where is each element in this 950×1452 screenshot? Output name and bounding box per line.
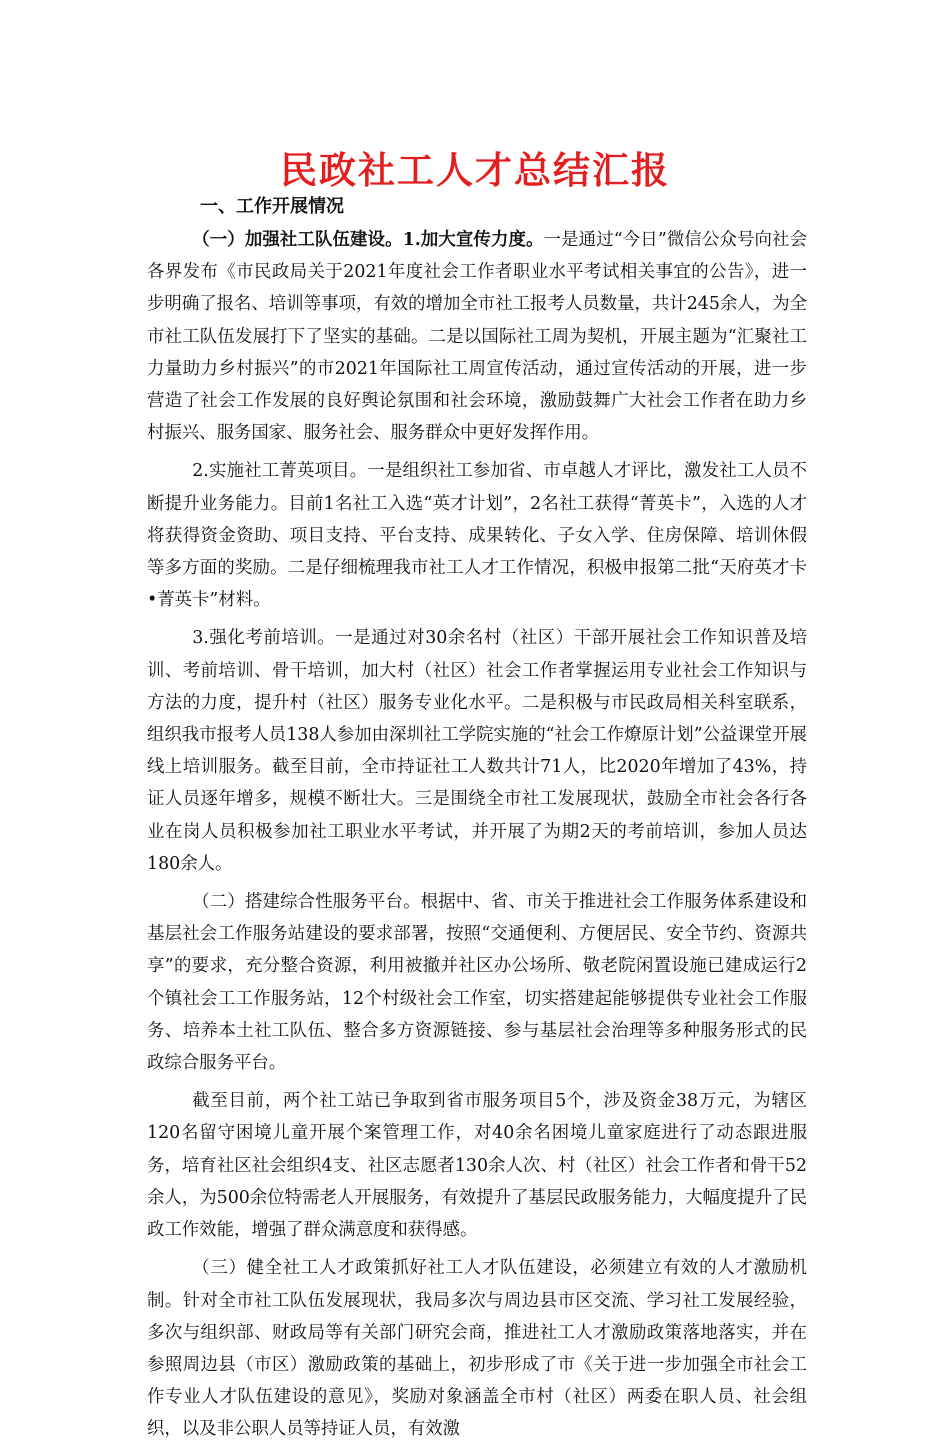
paragraph-lead: （一）加强社工队伍建设。1.加大宣传力度。 (192, 230, 544, 250)
document-body (147, 224, 807, 1452)
paragraph (147, 455, 807, 616)
paragraph (147, 224, 807, 449)
paragraph-text: 截至目前，两个社工站已争取到省市服务项目5个，涉及资金38万元，为辖区120名留守困境儿童开展个案管理工作，对40余名困境儿童家庭进行了动态跟进服务，培育社区社会组织4支、社区志愿者130余人次、村（社区）社会工作者和骨干52余人，为500余位特需老人开展服务，有效提升了基层民政服务能力，大幅度提升了民政工作效能，增强了群众满意度和获得感。 (147, 1091, 807, 1241)
paragraph-text: （二）搭建综合性服务平台。根据中、省、市关于推进社会工作服务体系建设和基层社会工作服务站建设的要求部署，按照“交通便利、方便居民、安全节约、资源共享”的要求，充分整合资源，利用被撤并社区办公场所、敬老院闲置设施已建成运行2个镇社会工工作服务站，12个村级社会工作室，切实搭建起能够提供专业社会工作服务、培养本土社工队伍、整合多方资源链接、参与基层社会治理等多种服务形式的民政综合服务平台。 (147, 892, 807, 1074)
section-heading: 一、工作开展情况 (200, 196, 344, 217)
paragraph-text: 2.实施社工菁英项目。一是组织社工参加省、市卓越人才评比，激发社工人员不断提升业务能力。目前1名社工入选“英才计划”，2名社工获得“菁英卡”，入选的人才将获得资金资助、项目支持、平台支持、成果转化、子女入学、住房保障、培训休假等多方面的奖励。二是仔细梳理我市社工人才工作情况，积极申报第二批“天府英才卡•菁英卡”材料。 (147, 461, 807, 611)
paragraph-text: 3.强化考前培训。一是通过对30余名村（社区）干部开展社会工作知识普及培训、考前培训、骨干培训，加大村（社区）社会工作者掌握运用专业社会工作知识与方法的力度，提升村（社区）服务专业化水平。二是积极与市民政局相关科室联系，组织我市报考人员138人参加由深圳社工学院实施的“社会工作燎原计划”公益课堂开展线上培训服务。截至目前，全市持证社工人数共计71人，比2020年增加了43%，持证人员逐年增多，规模不断壮大。三是围绕全市社工发展现状，鼓励全市社会各行各业在岗人员积极参加社工职业水平考试，并开展了为期2天的考前培训，参加人员达180余人。 (147, 628, 807, 874)
paragraph (147, 622, 807, 880)
paragraph-text: 一是通过“今日”微信公众号向社会各界发布《市民政局关于2021年度社会工作者职业水平考试相关事宜的公告》，进一步明确了报名、培训等事项，有效的增加全市社工报考人员数量，共计245余人，为全市社工队伍发展打下了坚实的基础。二是以国际社工周为契机，开展主题为“汇聚社工力量助力乡村振兴”的市2021年国际社工周宣传活动，通过宣传活动的开展，进一步营造了社会工作发展的良好舆论氛围和社会环境，激励鼓舞广大社会工作者在助力乡村振兴、服务国家、服务社会、服务群众中更好发挥作用。 (147, 230, 807, 444)
paragraph-text: （三）健全社工人才政策抓好社工人才队伍建设，必须建立有效的人才激励机制。针对全市社工队伍发展现状，我局多次与周边县市区交流、学习社工发展经验，多次与组织部、财政局等有关部门研究会商，推进社工人才激励政策落地落实，并在参照周边县（市区）激励政策的基础上，初步形成了市《关于进一步加强全市社会工作专业人才队伍建设的意见》，奖励对象涵盖全市村（社区）两委在职人员、社会组织，以及非公职人员等持证人员，有效激 (147, 1258, 807, 1440)
document-title: 民政社工人才总结汇报 (280, 148, 670, 192)
paragraph (147, 1252, 807, 1445)
paragraph (147, 886, 807, 1079)
paragraph (147, 1085, 807, 1246)
